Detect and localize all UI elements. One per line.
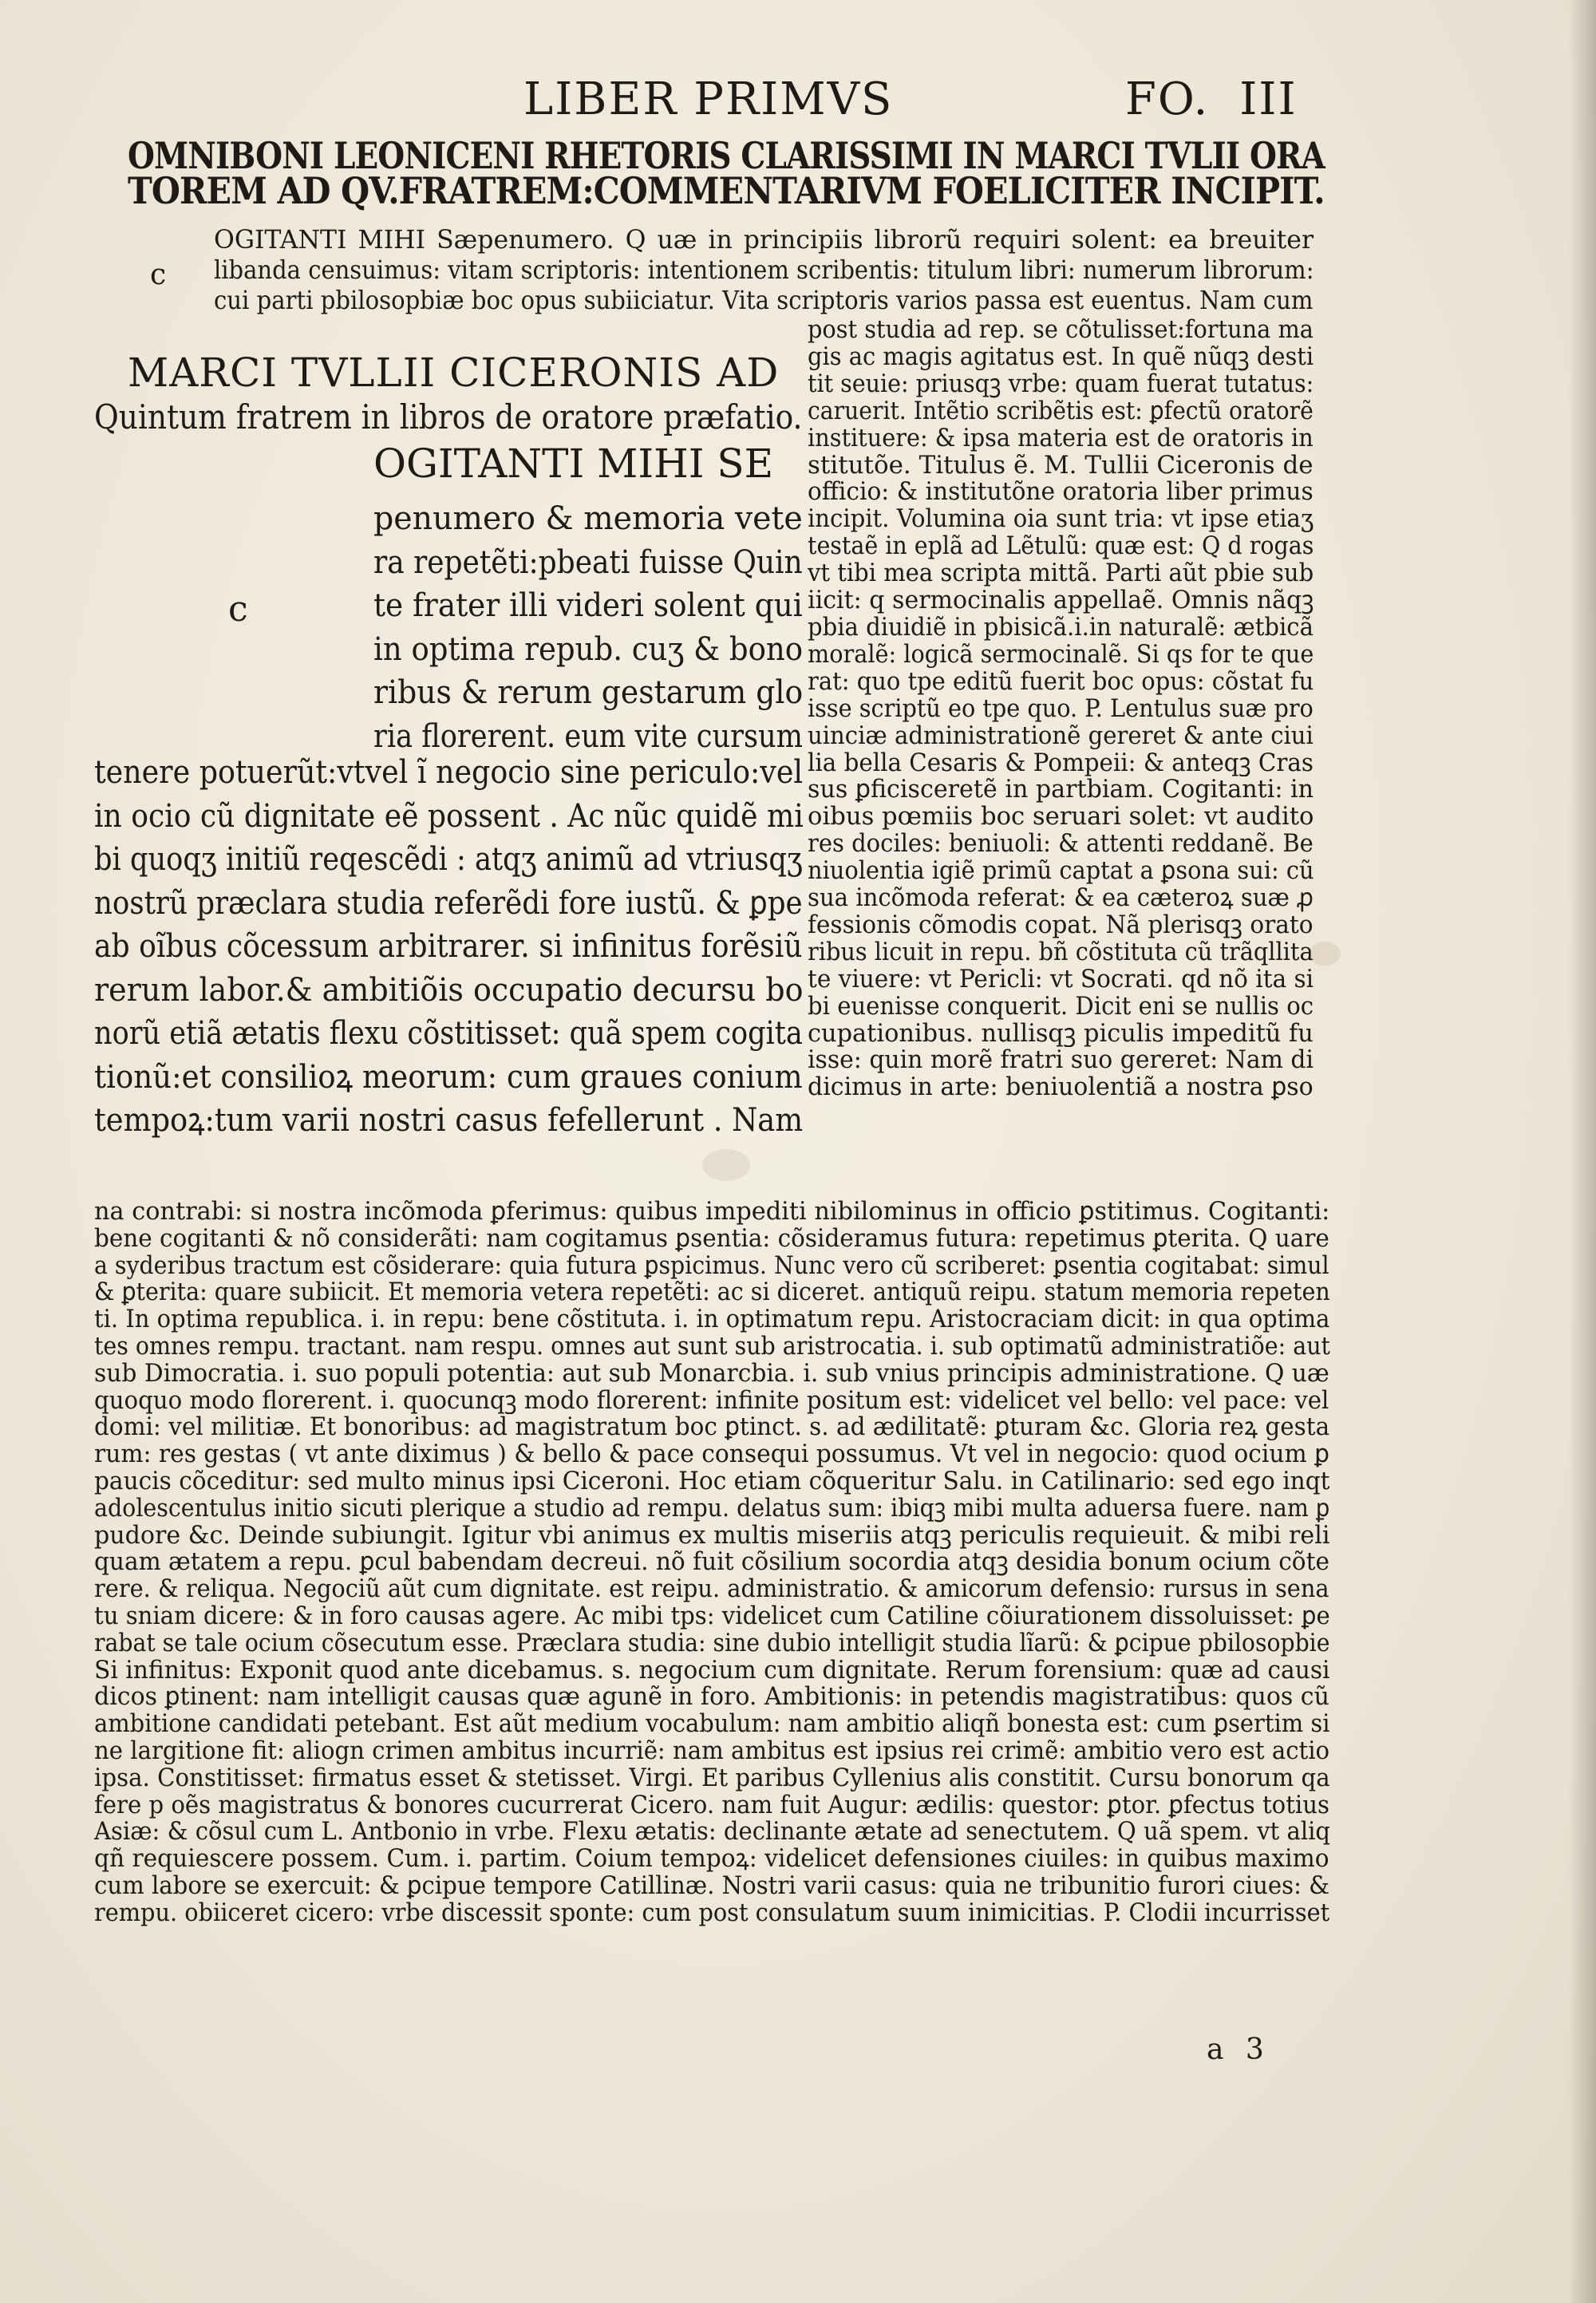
main-text-line: tempoꝝ:tum varii nostri casus fefellerunt . Nam bbox=[94, 1100, 804, 1139]
commentary-line: testaẽ in eplã ad Lẽtulũ: quæ est: Q d rogas bbox=[808, 533, 1314, 561]
commentary-line: quoquo modo florerent. i. quocunqꝫ modo florerent: infinite positum est: videlicet vel bello: vel pace: vel bbox=[94, 1387, 1329, 1415]
commentary-bottom-block bbox=[94, 1199, 1329, 1927]
commentary-line: ti. In optima republica. i. in repu: bene cõstituta. i. in optimatum repu. Aristocraciam dicit: in qua optima bbox=[94, 1306, 1330, 1333]
commentary-line: caruerit. Intẽtio scribẽtis est: ꝑfectũ oratorẽ bbox=[808, 397, 1314, 425]
commentary-line: paucis cõceditur: sed multo minus ipsi Ciceroni. Hoc etiam cõqueritur Salu. in Catilinario: sed ego inqt bbox=[94, 1468, 1330, 1495]
commentary-line: dicimus in arte: beniuolentiã a nostra ꝑso bbox=[808, 1074, 1314, 1102]
commentary-line: OGITANTI MIHI Sæpenumero. Q uæ in principiis librorũ requiri solent: ea breuiter bbox=[214, 226, 1314, 255]
commentary-line: bene cogitanti & nõ considerãti: nam cogitamus ꝑsentia: cõsideramus futura: repetimus ꝑterita. Q uare bbox=[94, 1225, 1329, 1253]
commentary-line: incipit. Volumina oia sunt tria: vt ipse etiaʒ bbox=[808, 506, 1314, 534]
folio-label: FO. bbox=[1125, 73, 1210, 125]
main-text-narrow bbox=[373, 496, 803, 757]
cicero-opening-words: OGITANTI MIHI SE bbox=[373, 440, 774, 487]
commentary-line: pudore &c. Deinde subiungit. Igitur vbi animus ex multis miseriis atqꝫ periculis requieuit. & mibi reli bbox=[94, 1522, 1330, 1550]
commentary-line: te viuere: vt Pericli: vt Socrati. qd nõ ita si bbox=[808, 966, 1314, 993]
main-text-line: penumero & memoria vete bbox=[373, 499, 803, 537]
commentary-line: cum labore se exercuit: & ꝑcipue tempore Catillinæ. Nostri varii casus: quia ne tribunitio furori ciues: & bbox=[94, 1872, 1330, 1900]
main-text-line: rerum labor.& ambitiõis occupatio decursu bo bbox=[94, 970, 804, 1009]
main-text-line: in optima repub. cuʒ & bono bbox=[373, 629, 804, 668]
commentary-line: tit seuie: priusqꝫ vrbe: quam fuerat tutatus: bbox=[808, 370, 1314, 398]
main-text-line: ab oĩbus cõcessum arbitrarer. si infinitus forẽsiũ bbox=[94, 926, 803, 965]
commentary-line: isse scriptũ eo tpe quo. P. Lentulus suæ pro bbox=[808, 695, 1314, 723]
commentary-line: a syderibus tractum est cõsiderare: quia futura ꝑspicimus. Nunc vero cũ scriberet: ꝑsentia cogitabat: simul bbox=[94, 1252, 1329, 1280]
commentary-line: sua incõmoda referat: & ea cæteroꝝ suæ ꝓ bbox=[808, 885, 1314, 912]
commentary-line: oibus pœmiis boc seruari solet: vt audito bbox=[808, 804, 1314, 832]
commentary-line: adolescentulus initio sicuti plerique a studio ad rempu. delatus sum: ibiqꝫ mibi multa aduersa fuere. nam ꝑ bbox=[94, 1495, 1330, 1523]
main-text-line: te frater illi videri solent qui bbox=[373, 586, 803, 624]
foxing-spot bbox=[702, 1149, 750, 1181]
folio-numeral: III bbox=[1239, 73, 1298, 125]
commentary-line: tu sniam dicere: & in foro causas agere. Ac mibi tps: videlicet cum Catiline cõiurationem dissoluisset: ꝑe bbox=[94, 1602, 1330, 1630]
commentary-line: rum: res gestas ( vt ante diximus ) & bello & pace consequi possumus. Vt vel in negocio: quod ocium ꝑ bbox=[94, 1441, 1329, 1468]
commentary-right-column bbox=[808, 317, 1314, 1101]
main-text-line: ra repetẽti:pbeati fuisse Quin bbox=[373, 542, 803, 581]
commentary-line: ne largitione fit: aliogn crimen ambitus incurriẽ: nam ambitus est ipsius rei crimẽ: ambitio vero est actio bbox=[94, 1737, 1330, 1765]
cicero-subtitle: Quintum fratrem in libros de oratore præfatio. bbox=[94, 397, 803, 437]
commentary-line: res dociles: beniuoli: & attenti reddanẽ. Be bbox=[808, 831, 1314, 859]
commentary-line: cupationibus. nullisqꝫ piculis impeditũ fu bbox=[808, 1020, 1314, 1048]
commentary-line: instituere: & ipsa materia est de oratoris in bbox=[808, 425, 1314, 452]
main-text-line: bi quoqʒ initiũ reqescẽdi : atqʒ animũ ad vtriusqʒ bbox=[94, 839, 803, 878]
main-text-wide bbox=[94, 750, 803, 1142]
main-text-line: ria florerent. eum vite cursum bbox=[373, 716, 804, 755]
commentary-line: bi euenisse conquerit. Dicit eni se nullis oc bbox=[808, 993, 1314, 1021]
main-text-line: in ocio cũ dignitate eẽ possent . Ac nũc quidẽ mi bbox=[94, 796, 804, 835]
commentary-line: rabat se tale ocium cõsecutum esse. Præclara studia: sine dubio intelligit studia lĩarũ: & ꝑcipue pbilosopbie bbox=[94, 1629, 1330, 1657]
commentary-line: Si infinitus: Exponit quod ante dicebamus. s. negocium cum dignitate. Rerum forensium: quæ ad causi bbox=[94, 1657, 1330, 1685]
signature-mark: a 3 bbox=[1207, 2033, 1270, 2066]
commentary-line: ipsa. Constitisset: firmatus esset & stetisset. Virgi. Et paribus Cyllenius alis constitit. Cursu bonorum qa bbox=[94, 1764, 1330, 1792]
incipit-heading-line: OMNIBONI LEONICENI RHETORIS CLARISSIMI IN MARCI TVLII ORA bbox=[128, 134, 1325, 177]
commentary-line: & ꝑterita: quare subiicit. Et memoria vetera repetẽti: ac si diceret. antiquũ reipu. statum memoria repeten bbox=[94, 1279, 1330, 1307]
commentary-line: cui parti pbilosopbiæ boc opus subiiciatur. Vita scriptoris varios passa est euentus. Nam cum bbox=[214, 286, 1314, 315]
commentary-line: fere p oẽs magistratus & bonores cucurrerat Cicero. nam fuit Augur: ædilis: questor: ꝑtor. ꝑfectus totius bbox=[94, 1791, 1329, 1819]
commentary-line: niuolentia igiẽ primũ captat a ꝑsona sui: cũ bbox=[808, 858, 1314, 886]
foxing-spot bbox=[1309, 942, 1341, 966]
commentary-line: ambitione candidati petebant. Est aũt medium vocabulum: nam ambitio aliqñ bonesta est: cum ꝑsertim si bbox=[94, 1711, 1330, 1738]
commentary-line: libanda censuimus: vitam scriptoris: intentionem scribentis: titulum libri: numerum librorum: bbox=[214, 256, 1314, 285]
commentary-line: domi: vel militiæ. Et bonoribus: ad magistratum boc ꝑtinct. s. ad ædilitatẽ: ꝑturam &c. Gloria reꝝ gesta bbox=[94, 1414, 1330, 1442]
commentary-line: rat: quo tpe editũ fuerit boc opus: cõstat fu bbox=[808, 668, 1314, 696]
running-head: LIBER PRIMVS bbox=[523, 73, 894, 125]
commentary-line: stitutõe. Titulus ẽ. M. Tullii Ciceronis de bbox=[808, 452, 1314, 480]
commentary-line: pbia diuidiẽ in pbisicã.i.in naturalẽ: ætbicã bbox=[808, 614, 1314, 642]
commentary-line: vt tibi mea scripta mittã. Parti aũt pbie sub bbox=[808, 560, 1314, 588]
folio-number bbox=[1125, 73, 1298, 125]
main-text-line: ribus & rerum gestarum glo bbox=[373, 673, 804, 711]
commentary-line: isse: quin morẽ fratri suo gereret: Nam di bbox=[808, 1047, 1314, 1075]
main-text-line: nostrũ præclara studia referẽdi fore iustũ. & ꝑpe bbox=[94, 883, 803, 922]
drop-initial-guide-letter: c bbox=[228, 589, 248, 630]
commentary-line: quam ætatem a repu. ꝑcul babendam decreui. nõ fuit cõsilium socordia atqꝫ desidia bonum ocium cõte bbox=[94, 1549, 1329, 1577]
commentary-line: uinciæ administrationẽ gereret & ante ciui bbox=[808, 722, 1314, 750]
commentary-line: sub Dimocratia. i. suo populi potentia: aut sub Monarcbia. i. sub vnius principis administratione. Q uæ bbox=[94, 1360, 1329, 1388]
commentary-line: fessionis cõmodis copat. Nã plerisqꝫ orato bbox=[808, 911, 1314, 939]
commentary-line: iicit: q sermocinalis appellaẽ. Omnis nãqꝫ bbox=[808, 587, 1314, 614]
commentary-line: gis ac magis agitatus est. In quẽ nũqꝫ desti bbox=[808, 343, 1314, 371]
commentary-line: post studia ad rep. se cõtulisset:fortuna ma bbox=[808, 317, 1314, 344]
commentary-line: qñ requiescere possem. Cum. i. partim. Coium tempoꝝ: videlicet defensiones ciuiles: in quibus maximo bbox=[94, 1846, 1329, 1873]
commentary-intro bbox=[214, 225, 1314, 316]
page-edge-shadow bbox=[1569, 0, 1596, 2303]
commentary-line: tes omnes rempu. tractant. nam respu. omnes aut sunt sub aristrocatia. i. sub optimatũ administratiõe: aut bbox=[94, 1333, 1330, 1361]
commentary-line: officio: & institutõne oratoria liber primus bbox=[808, 479, 1314, 507]
commentary-line: moralẽ: logicã sermocinalẽ. Si qs for te que bbox=[808, 641, 1314, 669]
main-text-line: tionũ:et consilioꝝ meorum: cum graues conium bbox=[94, 1057, 803, 1096]
incipit-heading-line: TOREM AD QV.FRATREM:COMMENTARIVM FOELICITER INCIPIT. bbox=[128, 169, 1325, 212]
commentary-line: ribus licuit in repu. bñ cõstituta cũ trãqllita bbox=[808, 938, 1314, 966]
commentary-line: na contrabi: si nostra incõmoda ꝑferimus: quibus impediti nibilominus in officio ꝑstitimus. Cogitanti: bbox=[94, 1199, 1330, 1226]
commentary-line: dicos ꝑtinent: nam intelligit causas quæ agunẽ in foro. Ambitionis: in petendis magistratibus: quos cũ bbox=[94, 1684, 1329, 1712]
main-text-line: tenere potuerũt:vtvel ĩ negocio sine periculo:vel bbox=[94, 753, 804, 791]
commentary-line: lia bella Cesaris & Pompeii: & anteqꝫ Cras bbox=[808, 749, 1314, 777]
commentary-line: rere. & reliqua. Negociũ aũt cum dignitate. est reipu. administratio. & amicorum defensio: rursus in sena bbox=[94, 1576, 1329, 1603]
commentary-line: sus ꝑficisceretẽ in partbiam. Cogitanti: in bbox=[808, 776, 1314, 804]
guide-letter: c bbox=[150, 259, 167, 291]
commentary-line: rempu. obiiceret cicero: vrbe discessit sponte: cum post consulatum suum inimicitias. P. Clodii incurrisset bbox=[94, 1899, 1329, 1927]
commentary-line: Asiæ: & cõsul cum L. Antbonio in vrbe. Flexu ætatis: declinante ætate ad senectutem. Q uã spem. vt aliq bbox=[94, 1819, 1330, 1847]
main-text-line: norũ etiã ætatis flexu cõstitisset: quã spem cogita bbox=[94, 1013, 803, 1052]
cicero-title: MARCI TVLLII CICERONIS AD bbox=[128, 350, 780, 396]
